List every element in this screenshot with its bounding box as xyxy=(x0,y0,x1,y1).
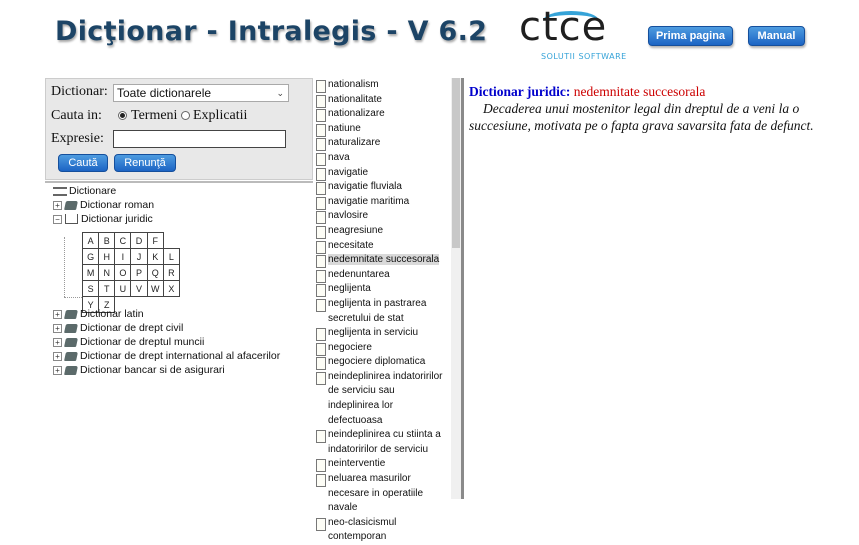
tree-item-drept-civil[interactable] xyxy=(53,321,183,335)
tree-item-label: Dictionar latin xyxy=(80,308,144,320)
radio-termeni[interactable] xyxy=(118,111,127,120)
logo-subtext: SOLUTII SOFTWARE xyxy=(541,52,627,61)
word-list-item[interactable] xyxy=(315,370,448,428)
tree-item-dictionar-juridic[interactable] xyxy=(53,212,153,226)
definition-term: nedemnitate succesorala xyxy=(573,84,706,99)
dictionar-select[interactable] xyxy=(113,84,289,102)
book-icon xyxy=(64,338,78,347)
word-list-item[interactable] xyxy=(315,180,448,195)
word-list-item[interactable] xyxy=(315,326,448,341)
tree-item-dictionar-latin[interactable] xyxy=(53,307,144,321)
word-list-item[interactable] xyxy=(315,224,448,239)
dictionary-tree xyxy=(45,184,313,494)
letter-link[interactable]: Z xyxy=(99,297,115,313)
word-list-item[interactable] xyxy=(315,78,448,93)
tree-item-label: Dictionar roman xyxy=(80,199,155,211)
book-icon xyxy=(64,201,78,210)
word-list-item[interactable] xyxy=(315,341,448,356)
word-list-item[interactable] xyxy=(315,136,448,151)
letter-cell-empty xyxy=(163,233,179,249)
word-label: negociere diplomatica xyxy=(328,356,426,368)
word-label: neglijenta in pastrarea secretului de stat xyxy=(328,297,427,324)
word-list-item[interactable] xyxy=(315,209,448,224)
word-list-item[interactable] xyxy=(315,472,448,516)
word-label: navlosire xyxy=(328,210,369,222)
letter-link[interactable]: Q xyxy=(147,265,163,281)
letter-link[interactable]: C xyxy=(115,233,131,249)
word-list-item[interactable] xyxy=(315,253,448,268)
book-icon xyxy=(64,352,78,361)
letter-link[interactable]: D xyxy=(131,233,147,249)
tree-guide-line xyxy=(64,237,65,297)
letter-link[interactable]: V xyxy=(131,281,147,297)
cauta-button[interactable]: Caută xyxy=(58,154,108,172)
prima-pagina-button[interactable]: Prima pagina xyxy=(648,26,733,46)
letter-link[interactable]: K xyxy=(147,249,163,265)
open-book-icon xyxy=(65,214,78,224)
letter-link[interactable]: A xyxy=(83,233,99,249)
radio-explicatii-label: Explicatii xyxy=(193,108,248,123)
letter-link[interactable]: P xyxy=(131,265,147,281)
letter-link[interactable]: R xyxy=(163,265,179,281)
word-label: nedemnitate succesorala xyxy=(328,254,440,266)
definition-dict-label: Dictionar juridic: xyxy=(469,84,571,99)
word-label: neluarea masurilor necesare in operatiile navale xyxy=(328,473,424,514)
letter-link[interactable]: O xyxy=(115,265,131,281)
letter-link[interactable]: T xyxy=(99,281,115,297)
dictionaries-root-icon xyxy=(53,187,67,196)
word-list-item[interactable] xyxy=(315,355,448,370)
expresie-label: Expresie: xyxy=(51,131,104,146)
tree-item-label: Dictionar de drept international al afacerilor xyxy=(80,350,281,362)
tree-item-dictionar-roman[interactable] xyxy=(53,198,154,212)
dictionar-select-value: Toate dictionarele xyxy=(117,86,212,100)
tree-item-label: Dictionar de dreptul muncii xyxy=(80,336,205,348)
app-title: Dicţionar - Intralegis - V 6.2 xyxy=(55,16,488,47)
tree-item-drept-international[interactable] xyxy=(53,349,280,363)
tree-root[interactable] xyxy=(53,184,116,198)
book-icon xyxy=(64,366,78,375)
left-panel xyxy=(45,78,313,499)
search-form xyxy=(45,78,313,180)
letter-link[interactable]: G xyxy=(83,249,99,265)
letter-link[interactable]: L xyxy=(163,249,179,265)
word-label: natiune xyxy=(328,122,361,134)
letter-link[interactable]: F xyxy=(147,233,163,249)
word-label: nedenuntarea xyxy=(328,268,390,280)
panel-divider[interactable] xyxy=(461,78,464,499)
word-list-item[interactable] xyxy=(315,428,448,457)
ctce-logo[interactable] xyxy=(519,4,627,62)
word-list-item[interactable] xyxy=(315,107,448,122)
word-label: negociere xyxy=(328,341,372,353)
letter-link[interactable]: S xyxy=(83,281,99,297)
definition-panel xyxy=(469,84,849,134)
word-list-item[interactable] xyxy=(315,282,448,297)
word-label: navigatie fluviala xyxy=(328,181,402,193)
letter-index xyxy=(82,232,180,313)
word-label: nationalism xyxy=(328,79,379,90)
tree-item-label: Dictionar bancar si de asigurari xyxy=(80,364,225,376)
word-label: necesitate xyxy=(328,239,374,251)
book-icon xyxy=(64,310,78,319)
word-label: navigatie xyxy=(328,166,369,178)
renunta-button[interactable]: Renunţă xyxy=(114,154,176,172)
word-list-item[interactable] xyxy=(315,166,448,181)
word-label: neinterventie xyxy=(328,458,386,470)
word-label: nava xyxy=(328,151,350,163)
cauta-in-label: Cauta in: xyxy=(51,108,102,123)
radio-explicatii[interactable] xyxy=(181,111,190,120)
expand-icon[interactable]: + xyxy=(53,352,62,361)
letter-link[interactable]: M xyxy=(83,265,99,281)
letter-link[interactable]: H xyxy=(99,249,115,265)
definition-header xyxy=(469,84,849,100)
word-list-item[interactable] xyxy=(315,195,448,210)
letter-link[interactable]: N xyxy=(99,265,115,281)
word-list-scrollbar-thumb[interactable] xyxy=(452,78,460,248)
word-list xyxy=(315,78,448,543)
radio-termeni-label: Termeni xyxy=(131,108,178,123)
letter-cell-empty xyxy=(163,297,179,313)
book-icon xyxy=(64,324,78,333)
dictionar-label: Dictionar: xyxy=(51,84,108,99)
letter-link[interactable]: U xyxy=(115,281,131,297)
word-list-item[interactable] xyxy=(315,457,448,472)
word-list-item[interactable] xyxy=(315,516,448,545)
letter-cell-empty xyxy=(147,297,163,313)
word-list-item[interactable] xyxy=(315,239,448,254)
tree-item-label: Dictionar juridic xyxy=(81,213,153,225)
tree-item-label: Dictionar de drept civil xyxy=(80,322,184,334)
word-list-item[interactable] xyxy=(315,297,448,326)
word-label: neglijenta xyxy=(328,283,371,295)
word-label: naturalizare xyxy=(328,137,381,149)
manual-button[interactable]: Manual xyxy=(748,26,805,46)
letter-link[interactable]: Y xyxy=(83,297,99,313)
separator xyxy=(45,181,313,183)
definition-text: Decaderea unui mostenitor legal din dreptul de a veni la o succesiune, motivata pe o fapta grava savarsita fata de defunct. xyxy=(469,101,814,133)
expand-icon[interactable]: + xyxy=(53,324,62,333)
tree-item-bancar-asigurari[interactable] xyxy=(53,363,225,377)
word-list-item[interactable] xyxy=(315,268,448,283)
logo-text: ctce xyxy=(519,4,608,50)
collapse-icon[interactable]: − xyxy=(53,215,62,224)
letter-link[interactable]: J xyxy=(131,249,147,265)
word-list-item[interactable] xyxy=(315,151,448,166)
word-label: nationalitate xyxy=(328,93,382,105)
word-list-item[interactable] xyxy=(315,93,448,108)
word-label: nationalizare xyxy=(328,108,385,120)
chevron-down-icon: ⌄ xyxy=(276,88,284,98)
tree-item-dreptul-muncii[interactable] xyxy=(53,335,204,349)
word-label: neglijenta in serviciu xyxy=(328,327,419,339)
letter-link[interactable]: B xyxy=(99,233,115,249)
letter-link[interactable]: X xyxy=(163,281,179,297)
word-label: neo-clasicismul contemporan xyxy=(328,516,397,543)
word-list-item[interactable] xyxy=(315,122,448,137)
word-label: navigatie maritima xyxy=(328,195,410,207)
expand-icon[interactable]: + xyxy=(53,310,62,319)
word-label: neagresiune xyxy=(328,224,384,236)
tree-guide-line xyxy=(64,297,82,298)
word-label: neindeplinirea cu stiinta a indatoririlor de serviciu xyxy=(328,429,441,455)
expand-icon[interactable]: + xyxy=(53,338,62,347)
letter-link[interactable]: W xyxy=(147,281,163,297)
expand-icon[interactable]: + xyxy=(53,201,62,210)
letter-link[interactable]: I xyxy=(115,249,131,265)
expand-icon[interactable]: + xyxy=(53,366,62,375)
header xyxy=(0,0,859,78)
word-label: neindeplinirea indatoririlor de serviciu sau indeplinirea lor defectuoasa xyxy=(328,370,443,426)
tree-root-label: Dictionare xyxy=(69,185,117,197)
expresie-input[interactable] xyxy=(113,130,286,148)
